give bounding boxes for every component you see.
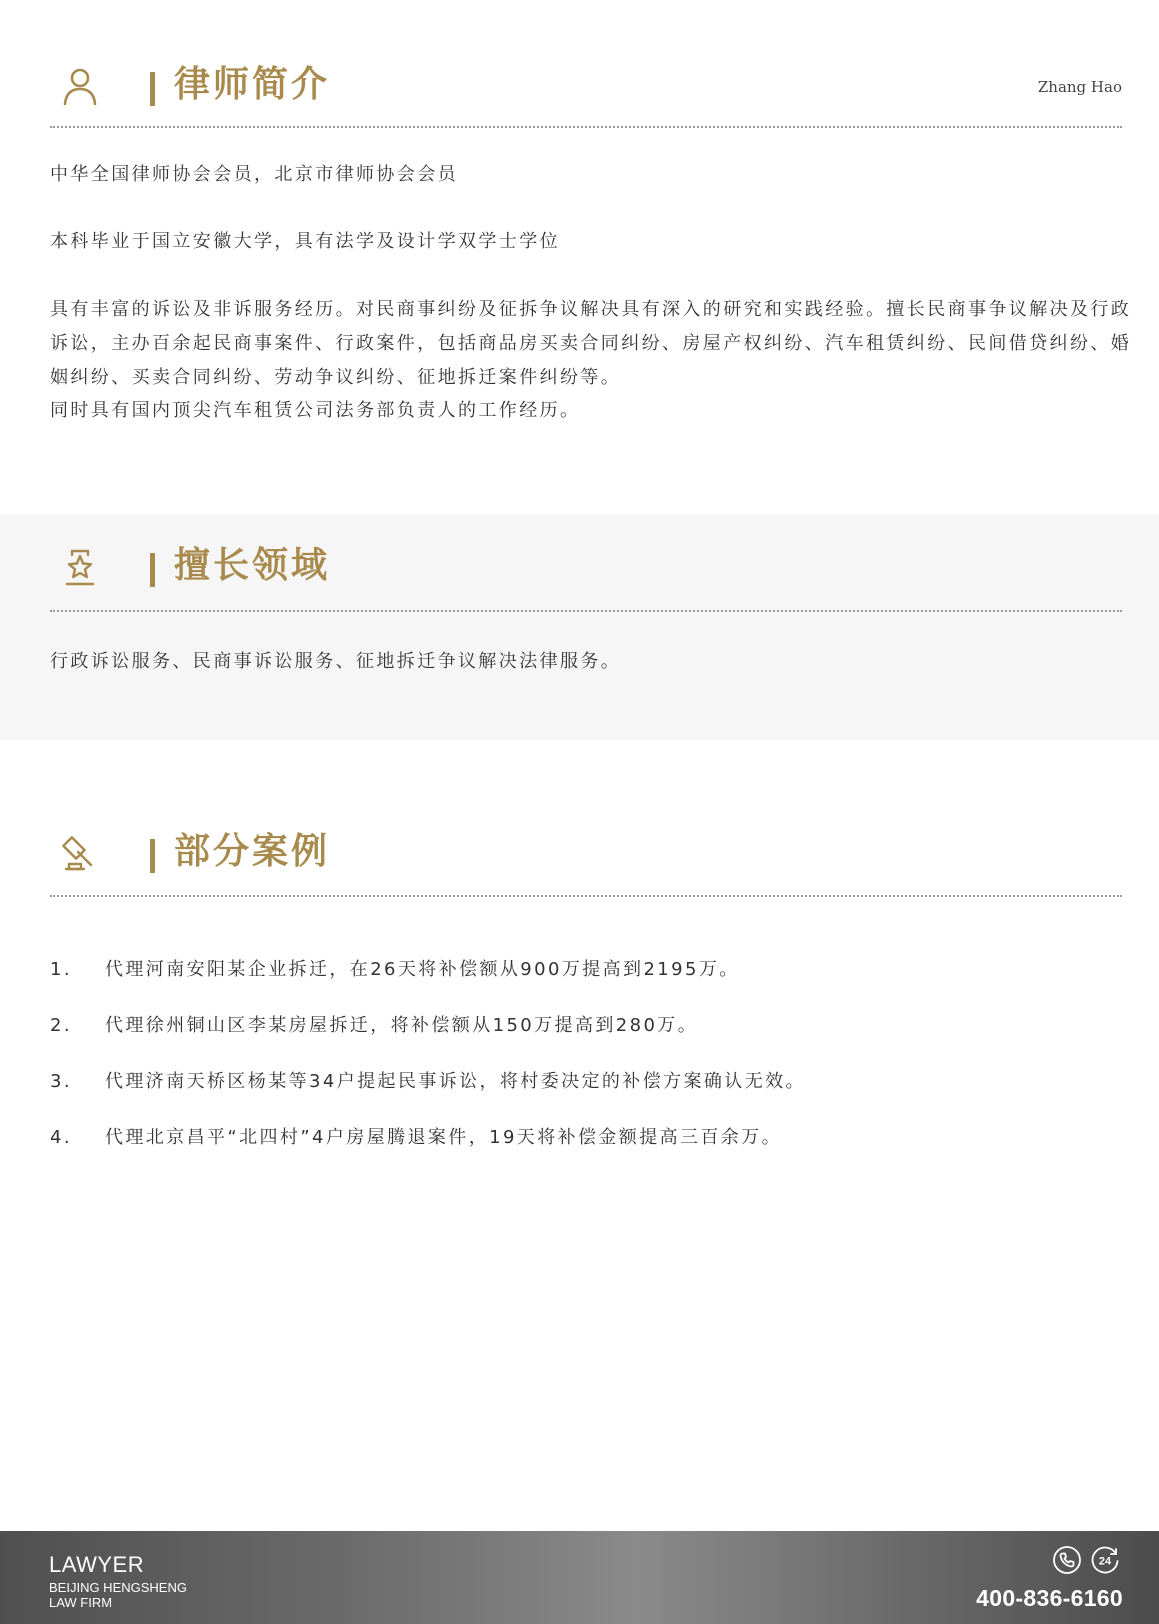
hotline-number[interactable]: 400-836-6160 bbox=[976, 1585, 1123, 1611]
expertise-divider bbox=[50, 610, 1122, 612]
profile-paragraph-2: 本科毕业于国立安徽大学，具有法学及设计学双学士学位 bbox=[50, 231, 560, 252]
profile-title: 律师简介 bbox=[174, 64, 331, 105]
cases-title: 部分案例 bbox=[174, 831, 331, 872]
list-item bbox=[50, 1065, 1130, 1099]
case-text: 代理济南天桥区杨某等34户提起民事诉讼，将村委决定的补偿方案确认无效。 bbox=[105, 1071, 806, 1092]
profile-divider bbox=[50, 126, 1122, 128]
profile-header bbox=[50, 56, 1122, 116]
case-number: 1. bbox=[50, 959, 72, 980]
footer bbox=[0, 1531, 1159, 1624]
list-item bbox=[50, 1009, 1130, 1043]
brand-line-2: BEIJING HENGSHENG bbox=[49, 1580, 187, 1595]
cases-header bbox=[50, 823, 1122, 883]
profile-paragraph-3: 具有丰富的诉讼及非诉服务经历。对民商事纠纷及征拆争议解决具有深入的研究和实践经验。擅长民商事争议解决及行政诉讼，主办百余起民商事案件、行政案件，包括商品房买卖合同纠纷、房屋产权纠纷、汽车租赁纠纷、民间借贷纠纷、婚姻纠纷、买卖合同纠纷、劳动争议纠纷、征地拆迁案件纠纷等。 bbox=[50, 299, 1132, 388]
title-bar bbox=[150, 553, 155, 587]
expertise-text: 行政诉讼服务、民商事诉讼服务、征地拆迁争议解决法律服务。 bbox=[50, 651, 622, 672]
case-number: 3. bbox=[50, 1071, 72, 1092]
title-bar bbox=[150, 72, 155, 106]
expertise-header bbox=[50, 537, 1122, 597]
hours-24-label: 24 bbox=[1098, 1555, 1112, 1568]
list-item bbox=[50, 1121, 1130, 1155]
brand-line-3: LAW FIRM bbox=[49, 1595, 113, 1610]
case-text: 代理河南安阳某企业拆迁，在26天将补偿额从900万提高到2195万。 bbox=[105, 959, 740, 980]
list-item bbox=[50, 953, 1130, 987]
clock-24-icon bbox=[1090, 1545, 1120, 1575]
lawyer-name-en: Zhang Hao bbox=[1037, 78, 1122, 96]
award-star-icon bbox=[58, 545, 102, 589]
profile-paragraph-1: 中华全国律师协会会员，北京市律师协会会员 bbox=[50, 164, 458, 185]
phone-icon bbox=[1052, 1545, 1082, 1575]
profile-paragraph-4: 同时具有国内顶尖汽车租赁公司法务部负责人的工作经历。 bbox=[50, 400, 581, 421]
case-text: 代理北京昌平“北四村”4户房屋腾退案件，19天将补偿金额提高三百余万。 bbox=[105, 1127, 783, 1148]
person-icon bbox=[58, 64, 102, 108]
case-number: 4. bbox=[50, 1127, 72, 1148]
title-bar bbox=[150, 839, 155, 873]
cases-divider bbox=[50, 895, 1122, 897]
case-text: 代理徐州铜山区李某房屋拆迁，将补偿额从150万提高到280万。 bbox=[105, 1015, 699, 1036]
case-number: 2. bbox=[50, 1015, 72, 1036]
expertise-title: 擅长领域 bbox=[174, 545, 331, 586]
brand-line-1: LAWYER bbox=[49, 1552, 145, 1577]
gavel-icon bbox=[58, 831, 102, 875]
